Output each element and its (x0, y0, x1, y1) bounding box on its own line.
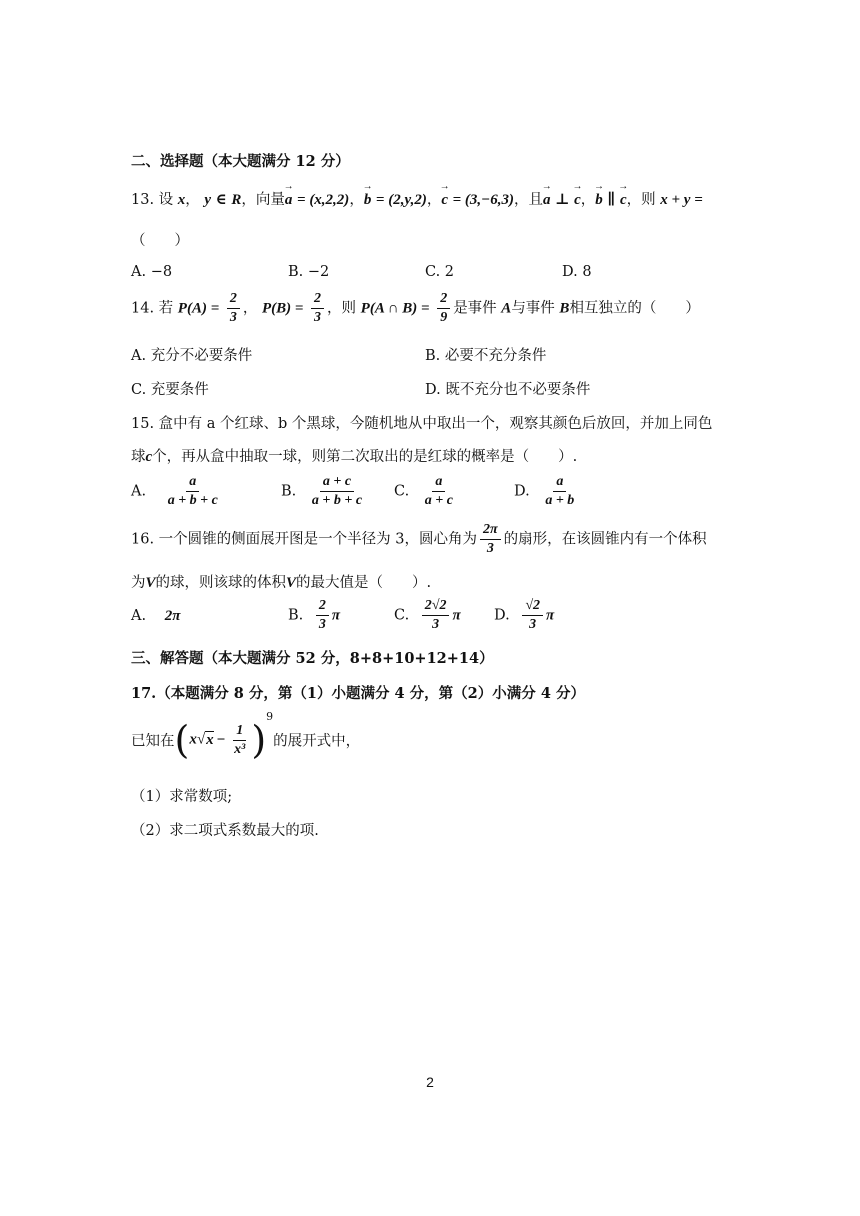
q13-vector-a: = (x,2,2) (297, 192, 350, 208)
q14-frac-a: $\frac{2}{3}$ (227, 291, 240, 326)
q13-option-b: B. −2 (288, 264, 330, 280)
q16-line2: 为V的球，则该球的体积V的最大值是（ ）. (131, 575, 432, 591)
q14-option-b: B. 必要不充分条件 (425, 348, 547, 364)
q17-part1: （1）求常数项; (131, 789, 233, 805)
q17-title: 17.（本题满分 8 分，第（1）小题满分 4 分，第（2）小满分 4 分） (131, 685, 585, 702)
q14-option-c: C. 充要条件 (131, 382, 209, 398)
page-number: 2 (426, 1074, 434, 1090)
q16-option-b: B. $\frac{2}{3}$ π (288, 598, 341, 632)
section3-title: 三、解答题（本大题满分 52 分，8+8+10+12+14） (131, 650, 494, 667)
q16-option-c: C. $\frac{2√2}{3}$ π (394, 598, 461, 632)
q13-paren: （ ） (131, 233, 189, 249)
q14-frac-ab: $\frac{2}{9}$ (437, 291, 450, 326)
q14-option-d: D. 既不充分也不必要条件 (425, 382, 591, 398)
q16-line1: 16. 一个圆锥的侧面展开图是一个半径为 3，圆心角为 $\frac{2\pi}{3}$ 的扇形，在该圆锥内有一个体积 (131, 522, 707, 556)
q16-option-a: A. 2π (131, 608, 181, 624)
q17-part2: （2）求二项式系数最大的项. (131, 823, 319, 839)
q13-vector-b: = (2,y,2) (375, 192, 427, 208)
q14-option-a: A. 充分不必要条件 (131, 348, 253, 364)
q13-option-a: A. −8 (131, 264, 173, 280)
q17-statement: 已知在(x√x − $\frac{1}{\text{x³}}$ )$^9$的展开式中， (131, 710, 361, 762)
q14-frac-b: $\frac{2}{3}$ (311, 291, 324, 326)
q15-option-b: B. $\frac{a + c}{a + b + c}$ (281, 474, 363, 508)
q16-option-d: D. $\frac{√2}{3}$ π (494, 598, 555, 632)
question-14: 14. 若 P(A) = $\frac{2}{3}$ ， P(B) = $\frac{2}{3}$ ，则 P(A ∩ B) = $\frac{2}{9}$ 是事件 A与事件 B相互独立的（ ） (131, 291, 700, 325)
q13-vector-c: = (3,−6,3) (452, 192, 514, 208)
section2-title: 二、选择题（本大题满分 12 分） (131, 153, 350, 170)
q13-sum: x + y = (660, 192, 703, 208)
q15-line1: 15. 盒中有 a 个红球、b 个黑球，今随机地从中取出一个，观察其颜色后放回，并加上同色 (131, 416, 713, 432)
q15-option-d: D. $\frac{a}{a + b}$ (514, 474, 575, 508)
q15-option-c: C. $\frac{a}{a + c}$ (394, 474, 453, 508)
q15-option-a: A. $\frac{a}{a + b + c}$ (131, 474, 218, 508)
q13-option-d: D. 8 (562, 264, 592, 280)
question-13: 13. 设 x， y ∈ R，向量→ a = (x,2,2)，→ b = (2,y,2)，→ c = (3,−6,3)，且→ a ⊥ → c，→ b ∥ → c，则 x + y = (131, 188, 703, 209)
q15-line2: 球c个，再从盒中抽取一球，则第二次取出的是红球的概率是（ ）. (131, 449, 578, 465)
q13-prefix: 13. 设 (131, 192, 174, 208)
q13-option-c: C. 2 (425, 264, 455, 280)
